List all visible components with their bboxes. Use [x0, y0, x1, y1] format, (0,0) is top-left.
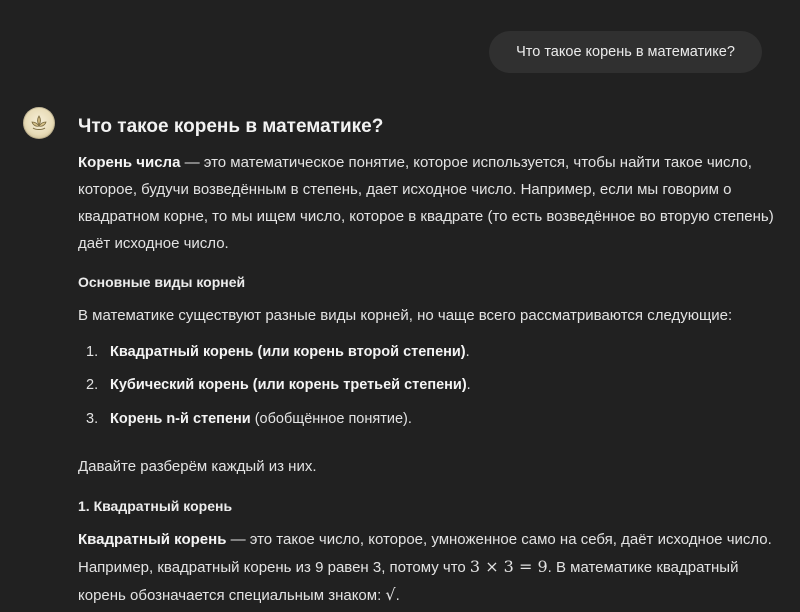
list-number: 2.	[86, 377, 99, 393]
definition-text: — это математическое понятие, которое используется, чтобы найти такое число, которое, будучи возведённым в степень, дает исходное число. Например, если мы говорим о квадратном корне, то мы ищем число, которое в квадрате (то есть возведённое во вторую степень) даёт исходное число.	[78, 154, 774, 252]
list-item	[86, 411, 412, 427]
square-root-text-1: — это такое число, которое, умноженное само на себя, даёт исходное число. Например, квадратный корень из 9 равен 3, потому что	[78, 531, 772, 576]
list-number: 3.	[86, 411, 99, 427]
math-expression: 3 × 3 = 9	[469, 557, 548, 576]
lotus-icon	[28, 112, 50, 134]
list-item-rest: .	[466, 377, 471, 393]
square-root-paragraph	[78, 526, 778, 609]
definition-paragraph	[78, 149, 778, 257]
user-message-text: Что такое корень в математике?	[516, 44, 735, 60]
sqrt-symbol: √	[385, 585, 396, 604]
assistant-avatar-icon	[23, 107, 55, 139]
lets-examine-text: Давайте разберём каждый из них.	[78, 458, 317, 475]
user-message-bubble	[489, 31, 762, 73]
list-item-rest: (обобщённое понятие).	[250, 411, 412, 427]
answer-title: Что такое корень в математике?	[78, 116, 384, 137]
kinds-intro: В математике существуют разные виды корней, но чаще всего рассматриваются следующие:	[78, 307, 733, 324]
list-item-bold: Корень n-й степени	[110, 411, 251, 427]
list-item-bold: Квадратный корень (или корень второй степени)	[110, 344, 466, 360]
list-number: 1.	[86, 344, 99, 360]
list-item-rest: .	[465, 344, 470, 360]
square-root-end: .	[395, 587, 400, 604]
list-item-bold: Кубический корень (или корень третьей степени)	[110, 377, 467, 393]
kinds-heading: Основные виды корней	[78, 274, 246, 290]
square-root-text-2: . В математике квадратный корень обозначается специальным знаком:	[78, 559, 739, 604]
definition-term: Корень числа	[78, 154, 181, 171]
square-root-heading: 1. Квадратный корень	[78, 498, 233, 514]
list-item	[86, 344, 470, 360]
list-item	[86, 377, 471, 393]
square-root-term: Квадратный корень	[78, 531, 227, 548]
